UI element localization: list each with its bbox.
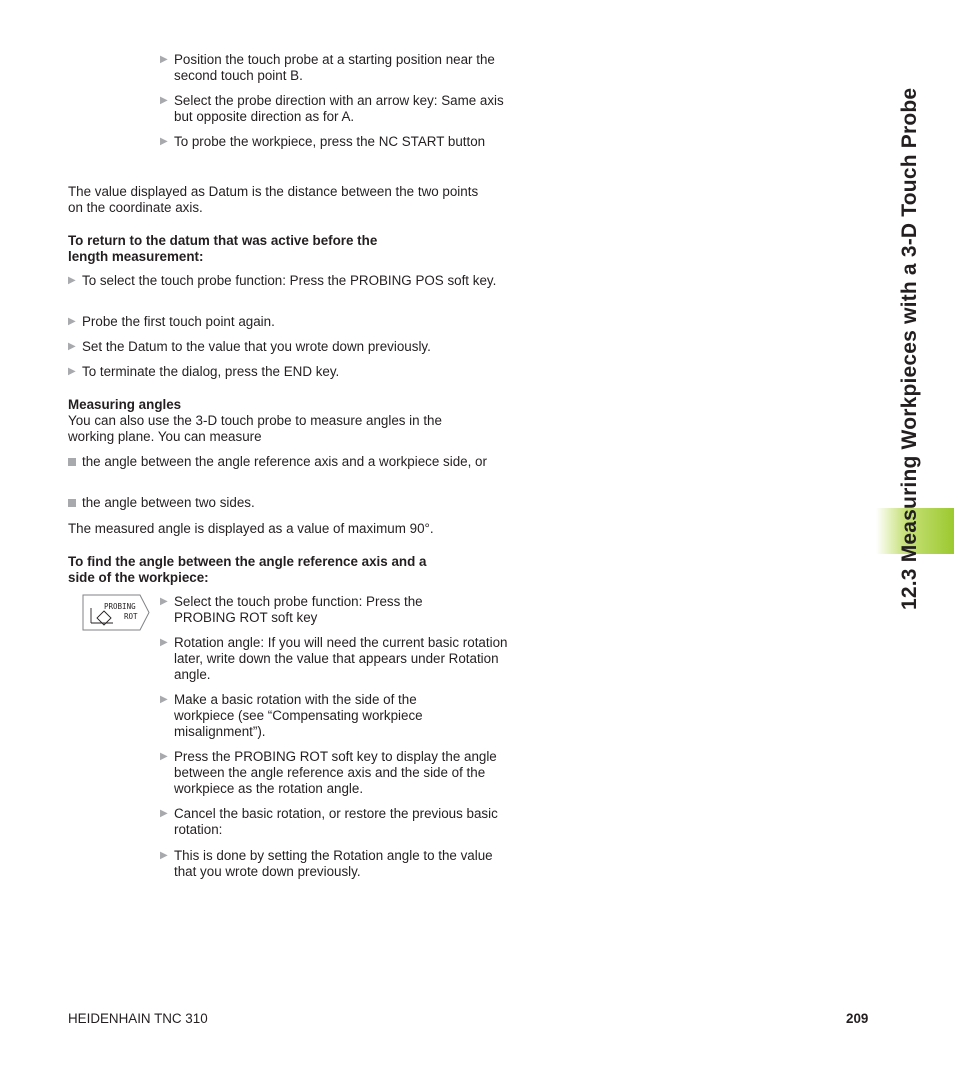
step-text: This is done by setting the Rotation angle to the value that you wrote down previously. xyxy=(174,848,493,879)
step-arrow-icon: ▶ xyxy=(160,751,168,762)
step-text: Make a basic rotation with the side of the workpiece (see “Compensating workpiece misalignment”). xyxy=(174,692,423,739)
step-probe-direction xyxy=(160,93,524,125)
step-text: To probe the workpiece, press the NC START button xyxy=(174,134,486,149)
step-text: Select the probe direction with an arrow key: Same axis but opposite direction as for A. xyxy=(174,93,504,124)
find-step xyxy=(160,749,509,797)
step-text: To select the touch probe function: Press the PROBING POS soft key. xyxy=(82,273,497,288)
find-step xyxy=(160,848,514,880)
softkey-label-1: PROBING xyxy=(104,602,136,611)
angles-intro: You can also use the 3-D touch probe to measure angles in the working plane. You can measure xyxy=(68,413,442,444)
step-nc-start xyxy=(160,134,496,150)
step-text: To terminate the dialog, press the END key. xyxy=(82,364,340,379)
find-step xyxy=(160,806,514,838)
step-text: Probe the first touch point again. xyxy=(82,314,275,329)
step-text: Press the PROBING ROT soft key to display the angle between the angle reference axis and the side of the workpiece as the rotation angle. xyxy=(174,749,497,796)
step-arrow-icon: ▶ xyxy=(160,54,168,65)
angle-bullet xyxy=(68,495,502,511)
footer-product: HEIDENHAIN TNC 310 xyxy=(68,1011,208,1026)
return-step xyxy=(68,364,522,380)
step-text: Rotation angle: If you will need the current basic rotation later, write down the value that appears under Rotation angle. xyxy=(174,635,508,682)
chapter-title: 12.3 Measuring Workpieces with a 3-D Touch Probe xyxy=(898,87,921,610)
step-arrow-icon: ▶ xyxy=(160,95,168,106)
step-text: Select the touch probe function: Press the PROBING ROT soft key xyxy=(174,594,423,625)
bullet-text: the angle between the angle reference axis and a workpiece side, or xyxy=(82,454,487,469)
angle-bullet xyxy=(68,454,502,470)
step-text: Position the touch probe at a starting position near the second touch point B. xyxy=(174,52,495,83)
find-step xyxy=(160,594,474,626)
step-arrow-icon: ▶ xyxy=(160,850,168,861)
step-arrow-icon: ▶ xyxy=(68,316,76,327)
bullet-square-icon xyxy=(68,458,76,466)
step-text: Cancel the basic rotation, or restore the previous basic rotation: xyxy=(174,806,498,837)
find-step xyxy=(160,635,514,683)
step-arrow-icon: ▶ xyxy=(160,694,168,705)
step-arrow-icon: ▶ xyxy=(160,136,168,147)
probing-rot-softkey xyxy=(82,594,150,631)
step-text: Set the Datum to the value that you wrote down previously. xyxy=(82,339,431,354)
find-heading: To find the angle between the angle reference axis and a side of the workpiece: xyxy=(68,554,427,585)
step-arrow-icon: ▶ xyxy=(160,808,168,819)
softkey-label-2: ROT xyxy=(124,612,138,621)
bullet-text: the angle between two sides. xyxy=(82,495,255,510)
return-step xyxy=(68,339,522,355)
step-arrow-icon: ▶ xyxy=(68,275,76,286)
return-step xyxy=(68,273,522,289)
angle-note: The measured angle is displayed as a value of maximum 90°. xyxy=(68,521,434,536)
return-heading: To return to the datum that was active before the length measurement: xyxy=(68,233,378,264)
page-number: 209 xyxy=(846,1011,869,1026)
return-step xyxy=(68,314,522,330)
bullet-square-icon xyxy=(68,499,76,507)
angles-heading: Measuring angles xyxy=(68,397,182,412)
step-arrow-icon: ▶ xyxy=(68,366,76,377)
step-arrow-icon: ▶ xyxy=(160,637,168,648)
datum-note: The value displayed as Datum is the distance between the two points on the coordinate axis. xyxy=(68,184,479,215)
step-arrow-icon: ▶ xyxy=(68,341,76,352)
find-step xyxy=(160,692,474,740)
step-position-probe xyxy=(160,52,524,84)
step-arrow-icon: ▶ xyxy=(160,596,168,607)
softkey-frame xyxy=(82,594,150,631)
